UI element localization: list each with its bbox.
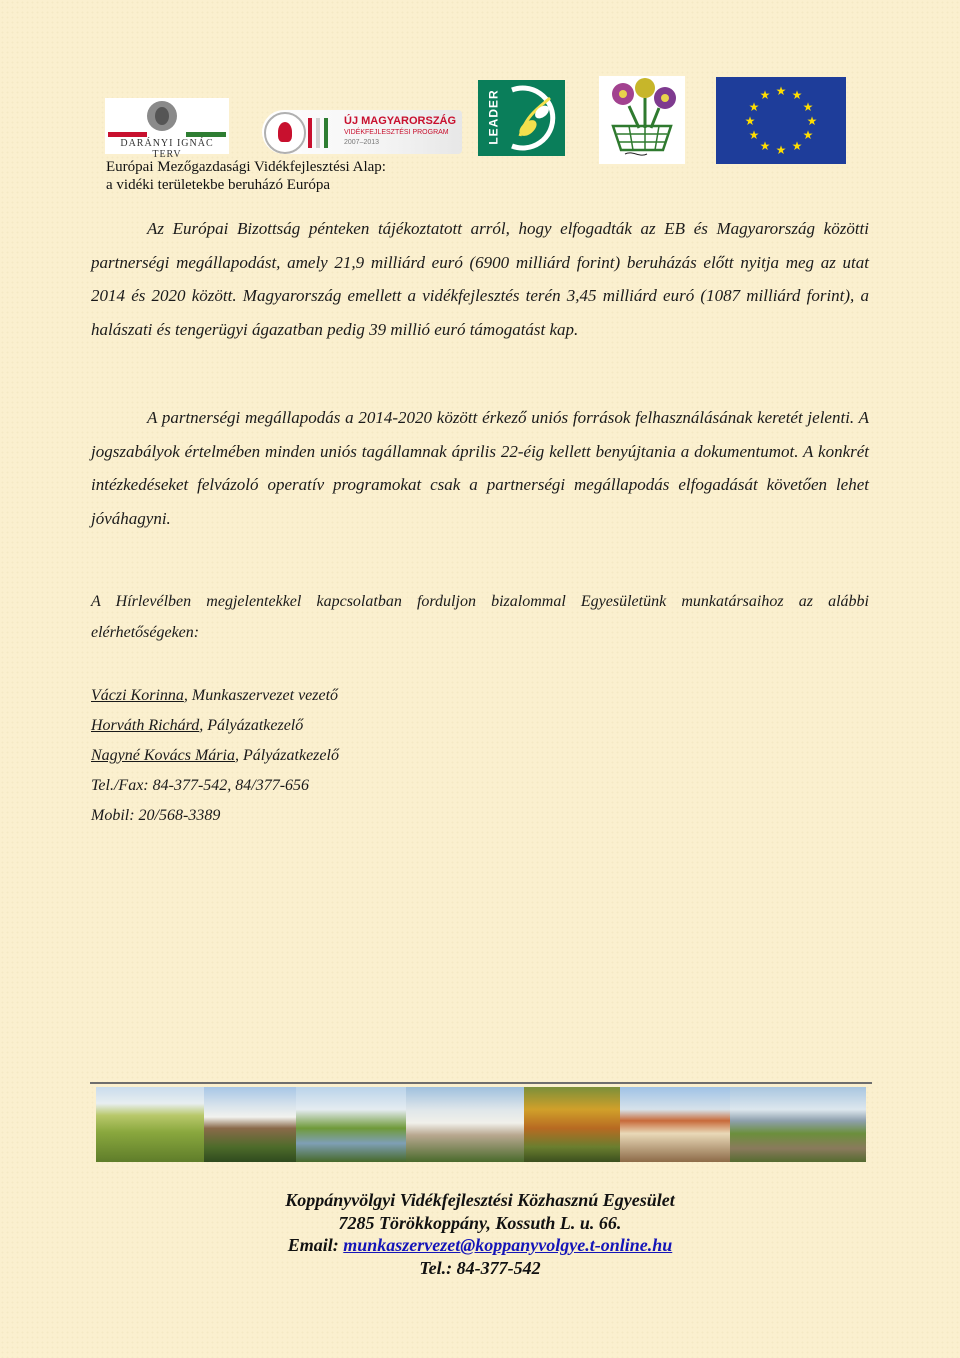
eu-star-icon: ★ bbox=[759, 88, 771, 102]
mobile-number: Mobil: 20/568-3389 bbox=[91, 807, 221, 824]
footer bbox=[0, 1189, 960, 1279]
footer-email-label: Email: bbox=[287, 1235, 344, 1255]
uj-magyarorszag-years: 2007–2013 bbox=[344, 139, 380, 146]
eu-star-icon: ★ bbox=[775, 84, 787, 98]
divider bbox=[90, 1082, 872, 1084]
contact-line bbox=[91, 686, 338, 706]
eu-star-icon: ★ bbox=[791, 88, 803, 102]
photo-farmhouse bbox=[204, 1087, 296, 1162]
eu-star-icon: ★ bbox=[802, 100, 814, 114]
paragraph-agreement-text: Az Európai Bizottság pénteken tájékoztatott arról, hogy elfogadták az EB és Magyarország közötti partnerségi megállapodást, amely 21,9 milliárd euró (6900 milliárd forint) beruházás előtt nyitja meg az utat 2014 és 2020 között. Magyarország emellett a vidékfejlesztés terén 3,45 milliárd euró (1087 milliárd forint), a halászati és tengerügyi ágazatban pedig 39 millió euró támogatást kap. bbox=[91, 219, 869, 339]
eu-star-icon: ★ bbox=[744, 114, 756, 128]
flower-basket-icon bbox=[599, 76, 685, 164]
photo-lake bbox=[296, 1087, 406, 1162]
photo-village-house bbox=[406, 1087, 524, 1162]
leader-emblem-icon bbox=[478, 80, 565, 156]
contact-line bbox=[91, 716, 303, 736]
eu-star-icon: ★ bbox=[748, 100, 760, 114]
daranyi-ignac-terv-logo bbox=[105, 98, 229, 160]
daranyi-logo-text: DARÁNYI IGNÁC TERV bbox=[120, 138, 214, 160]
eu-star-icon: ★ bbox=[791, 139, 803, 153]
leader-logo bbox=[478, 80, 565, 156]
paragraph-framework bbox=[91, 401, 869, 535]
footer-address: 7285 Törökkoppány, Kossuth L. u. 66. bbox=[338, 1212, 622, 1233]
paragraph-agreement bbox=[91, 212, 869, 346]
rose-emblem-icon bbox=[264, 112, 306, 154]
eu-star-icon: ★ bbox=[748, 128, 760, 142]
uj-magyarorszag-logo bbox=[262, 110, 462, 154]
leader-logo-text: LEADER bbox=[486, 89, 501, 145]
contact-role: , Pályázatkezelő bbox=[199, 717, 304, 734]
eu-star-icon: ★ bbox=[802, 128, 814, 142]
portrait-icon bbox=[147, 101, 177, 131]
eu-star-icon: ★ bbox=[775, 143, 787, 157]
paragraph-contact-intro bbox=[91, 587, 869, 648]
contact-name: Váczi Korinna bbox=[91, 687, 184, 704]
paragraph-contact-intro-text: A Hírlevélben megjelentekkel kapcsolatban forduljon bizalommal Egyesületünk munkatársaihoz az alábbi elérhetőségeken: bbox=[91, 593, 869, 641]
fund-caption-line1: Európai Mezőgazdasági Vidékfejlesztési Alap: bbox=[106, 159, 386, 175]
footer-email-line bbox=[0, 1234, 960, 1257]
contact-name: Horváth Richárd bbox=[91, 717, 200, 734]
landscape-photo-strip bbox=[96, 1087, 866, 1162]
photo-autumn-forest bbox=[524, 1087, 620, 1162]
koppanyvolgye-logo bbox=[599, 76, 685, 164]
footer-org-name: Koppányvölgyi Vidékfejlesztési Közhasznú Egyesület bbox=[285, 1190, 675, 1210]
hungarian-flag-stripe bbox=[108, 132, 226, 137]
contact-role: , Pályázatkezelő bbox=[234, 747, 339, 764]
uj-magyarorszag-subtitle: VIDÉKFEJLESZTÉSI PROGRAM bbox=[344, 129, 449, 136]
fund-caption-line2: a vidéki területekbe beruházó Európa bbox=[106, 177, 331, 193]
eu-flag-logo bbox=[716, 77, 846, 164]
contact-name: Nagyné Kovács Mária bbox=[91, 747, 235, 764]
contact-role: , Munkaszervezet vezető bbox=[183, 687, 339, 704]
eu-star-icon: ★ bbox=[759, 139, 771, 153]
fund-caption bbox=[106, 158, 386, 194]
paragraph-framework-text: A partnerségi megállapodás a 2014-2020 között érkező uniós források felhasználásának keretét jelenti. A jogszabályok értelmében minden uniós tagállamnak április 22-éig kellett benyújtania a dokumentumot. A konkrét intézkedéseket felvázoló operatív programokat csak a partnerségi megállapodás elfogadását követően lehet jóváhagyni. bbox=[91, 408, 869, 528]
tricolor-bars bbox=[308, 118, 334, 148]
phone-fax: Tel./Fax: 84-377-542, 84/377-656 bbox=[91, 777, 310, 794]
contact-line bbox=[91, 746, 339, 766]
footer-phone: Tel.: 84-377-542 bbox=[419, 1257, 541, 1278]
uj-magyarorszag-title: ÚJ MAGYARORSZÁG bbox=[344, 115, 457, 127]
footer-email-link[interactable]: munkaszervezet@koppanyvolgye.t-online.hu bbox=[343, 1235, 673, 1255]
photo-fields bbox=[96, 1087, 204, 1162]
eu-star-icon: ★ bbox=[806, 114, 818, 128]
photo-church bbox=[620, 1087, 730, 1162]
photo-pier bbox=[730, 1087, 866, 1162]
